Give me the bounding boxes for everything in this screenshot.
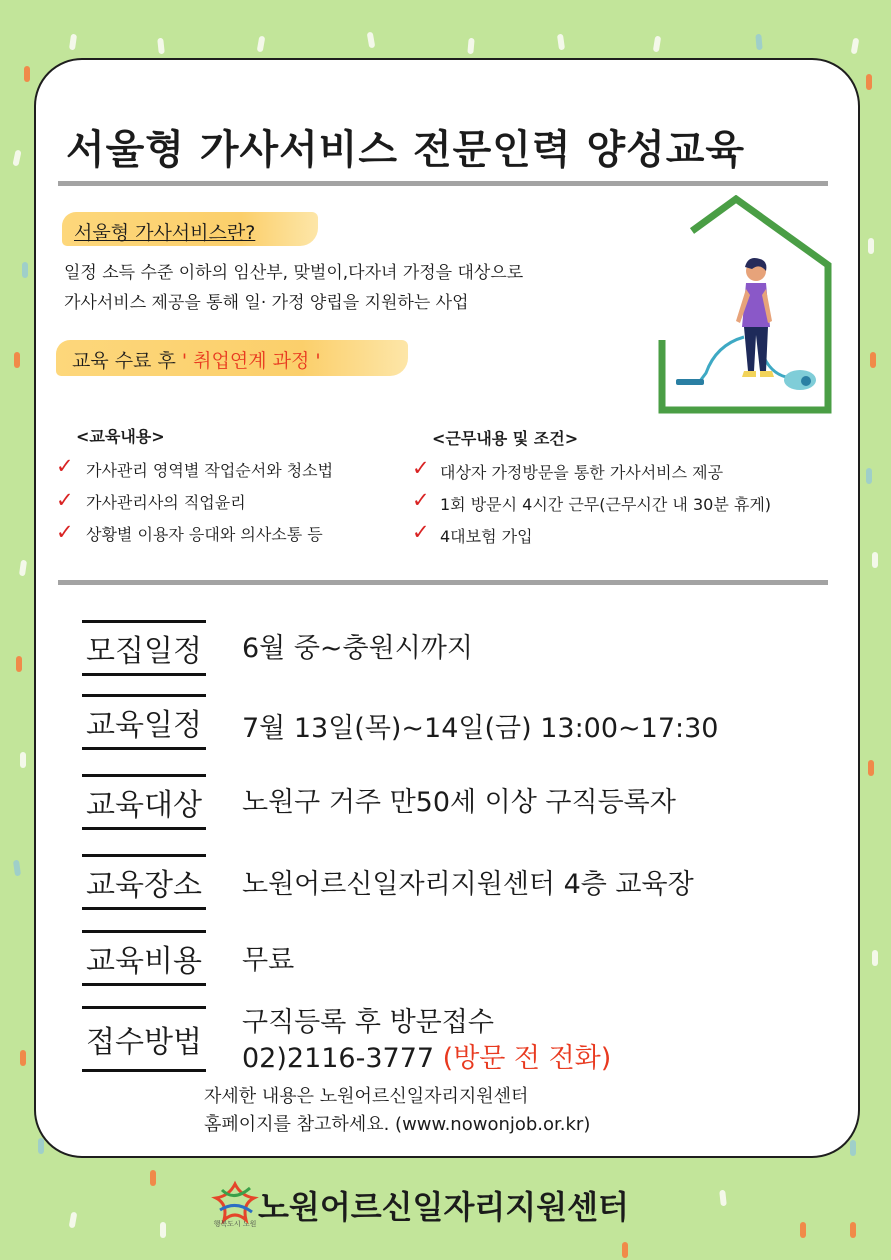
intro-desc-line2: 가사서비스 제공을 통해 일· 가정 양립을 지원하는 사업 [64,293,469,313]
detail-value-target: 노원구 거주 만50세 이상 구직등록자 [242,787,676,818]
deco-dash [20,1050,26,1066]
nowon-logo-icon [210,1178,260,1228]
note-line1: 자세한 내용은 노원어르신일자리지원센터 [204,1086,529,1107]
footer-org-name: 노원어르신일자리지원센터 [258,1188,629,1226]
detail-label-recruitment: 모집일정 [82,620,206,676]
deco-dash [150,1170,156,1186]
deco-dash [14,352,20,368]
certification-line [72,346,321,373]
application-phone: 02)2116-3777 [242,1043,435,1074]
deco-dash [557,34,565,51]
work-condition-item: 1회 방문시 4시간 근무(근무시간 내 30분 휴게) [440,495,772,514]
deco-dash [800,1222,806,1238]
deco-dash [872,552,878,568]
person-figure [736,258,774,377]
intro-desc-line1: 일정 소득 수준 이하의 임산부, 맞벌이,다자녀 가정을 대상으로 [64,263,524,283]
intro-heading: 서울형 가사서비스란? [74,222,256,244]
deco-dash [872,950,878,966]
work-conditions-heading: <근무내용 및 조건> [432,429,579,448]
application-line1: 구직등록 후 방문접수 [242,1007,494,1038]
deco-dash [851,38,860,55]
check-icon: ✓ [56,454,74,478]
detail-label-cost: 교육비용 [82,930,206,986]
application-phone-note: (방문 전 전화) [442,1043,612,1074]
deco-dash [19,560,27,577]
education-item: 상황별 이용자 응대와 의사소통 등 [86,525,323,544]
deco-dash [367,32,376,49]
deco-dash [850,1222,856,1238]
certification-highlight-text: ' 취업연계 과정 ' [181,350,321,372]
check-icon: ✓ [56,488,74,512]
deco-dash [160,1222,166,1238]
poster-card [34,58,860,1158]
detail-value-recruitment: 6월 중~충원시까지 [242,633,473,664]
divider [58,580,828,585]
check-icon: ✓ [412,520,430,544]
certification-prefix: 교육 수료 후 [72,350,176,372]
check-icon: ✓ [56,520,74,544]
deco-dash [868,760,874,776]
deco-dash [12,150,21,167]
deco-dash [257,36,266,53]
education-item: 가사관리사의 직업윤리 [86,493,246,512]
deco-dash [850,1140,856,1156]
deco-dash [13,860,21,877]
deco-dash [38,1138,44,1154]
deco-dash [22,262,28,278]
detail-label-location: 교육장소 [82,854,206,910]
deco-dash [69,1212,78,1229]
deco-dash [157,38,165,55]
deco-dash [69,34,77,51]
deco-dash [755,34,762,50]
house-icon [656,195,836,415]
application-phone-line [242,1036,611,1075]
detail-value-location: 노원어르신일자리지원센터 4층 교육장 [242,869,694,900]
education-item: 가사관리 영역별 작업순서와 청소법 [86,461,334,480]
footer [210,1178,629,1232]
education-content-heading: <교육내용> [76,427,165,446]
deco-dash [870,352,876,368]
svg-text:행복도시 노원: 행복도시 노원 [213,1220,257,1228]
detail-value-schedule: 7월 13일(목)~14일(금) 13:00~17:30 [242,713,719,744]
deco-dash [866,74,872,90]
work-condition-item: 4대보험 가입 [440,527,533,546]
note-line2: 홈페이지를 참고하세요. (www.nowonjob.or.kr) [204,1114,591,1135]
divider [58,181,828,186]
deco-dash [20,752,26,768]
deco-dash [467,38,474,54]
deco-dash [868,238,874,254]
detail-label-application: 접수방법 [82,1006,206,1072]
deco-dash [653,36,661,53]
detail-label-schedule: 교육일정 [82,694,206,750]
deco-dash [866,468,872,484]
detail-value-cost: 무료 [242,945,295,976]
detail-label-target: 교육대상 [82,774,206,830]
deco-dash [622,1242,628,1258]
page-title: 서울형 가사서비스 전문인력 양성교육 [66,127,746,173]
deco-dash [24,66,30,82]
deco-dash [719,1190,727,1207]
deco-dash [16,656,22,672]
check-icon: ✓ [412,488,430,512]
work-condition-item: 대상자 가정방문을 통한 가사서비스 제공 [440,463,724,482]
check-icon: ✓ [412,456,430,480]
